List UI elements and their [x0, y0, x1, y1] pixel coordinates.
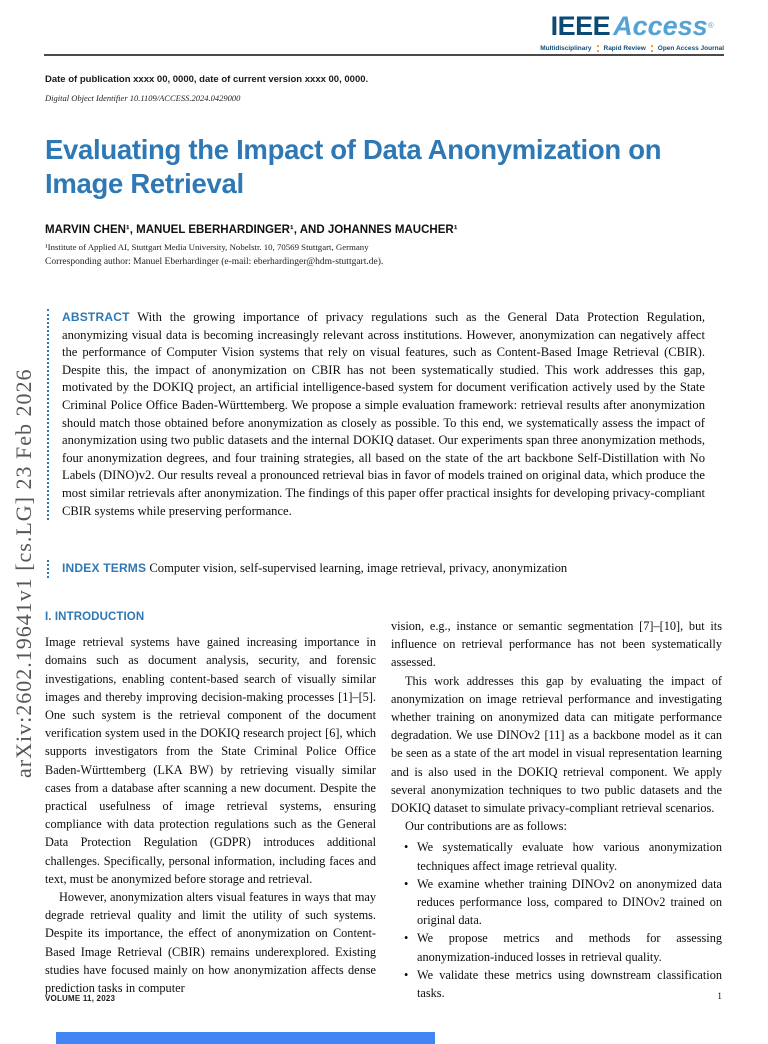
registered-mark: ® [707, 21, 714, 30]
bottom-blue-bar [56, 1032, 435, 1044]
journal-masthead [540, 12, 724, 52]
index-terms-block [47, 560, 705, 578]
tagline-separator-icon [597, 45, 599, 52]
contribution-item: • We examine whether training DINOv2 on anonymized data reduces performance loss, compared to DINOv2 trained on original data. [417, 875, 722, 930]
ieee-logo-text: IEEE [550, 11, 611, 41]
authors-line: MARVIN CHEN¹, MANUEL EBERHARDINGER¹, AND JOHANNES MAUCHER¹ [45, 224, 458, 236]
header-rule [44, 54, 724, 56]
intro-paragraph: vision, e.g., instance or semantic segmentation [7]–[10], but its influence on retrieval performance has not been systematically assessed. [391, 619, 722, 670]
tagline-part-2: Rapid Review [603, 45, 646, 52]
publication-date-line: Date of publication xxxx 00, 0000, date of current version xxxx 00, 0000. [45, 74, 369, 85]
contribution-item: • We propose metrics and methods for assessing anonymization-induced losses in retrieval quality. [417, 929, 722, 965]
tagline-part-1: Multidisciplinary [540, 45, 592, 52]
section-heading-introduction: I. INTRODUCTION [45, 611, 145, 623]
doi-line: Digital Object Identifier 10.1109/ACCESS.2024.0429000 [45, 93, 241, 103]
contribution-item: • We validate these metrics using downstream classification tasks. [417, 966, 722, 1002]
tagline-separator-icon [651, 45, 653, 52]
body-columns [45, 606, 723, 1002]
ieee-access-logo [540, 12, 724, 45]
paper-title: Evaluating the Impact of Data Anonymization on Image Retrieval [45, 134, 662, 199]
intro-paragraph: This work addresses this gap by evaluating the impact of anonymization on image retrieval performance and investigating whether training on anonymized data can mitigate performance degradation. We use DINOv2 [11] as a backbone model as it can be seen as a state of the art model in visual representation learning and is also used in the DOKIQ retrieval component. We apply several anonymization techniques to two public datasets and the DOKIQ dataset to simulate privacy-compliant retrieval scenarios. [391, 673, 722, 816]
abstract-label: ABSTRACT [62, 310, 130, 324]
contributions-lead-in: Our contributions are as follows: [405, 819, 567, 834]
affiliation-line: ¹Institute of Applied AI, Stuttgart Media University, Nobelstr. 10, 70569 Stuttgart, Germany [45, 242, 369, 252]
contributions-list [391, 838, 722, 1002]
tagline-part-3: Open Access Journal [657, 45, 724, 52]
index-terms-label: INDEX TERMS [62, 561, 147, 575]
page-number: 1 [717, 992, 722, 1002]
intro-paragraph: Image retrieval systems have gained increasing importance in domains such as document analysis, security, and forensic investigations, enabling content-based search of visually similar images and thereby improving decision-making processes [1]–[5]. One such system is the retrieval component of the document verification system used in the DOKIQ research project [6], which supports investigators from the State Criminal Police Office Baden-Württemberg (LKA BW) by retrieving visually similar cases from a database after scanning a new document. Despite the practical usefulness of image retrieval systems, ensuring compliance with data protection regulations such as the General Data Protection Regulation (GDPR) introduces additional challenges. Specifically, personal information, including faces and text, must be anonymized before storage and retrieval. [45, 635, 376, 886]
access-logo-text: Access [613, 11, 708, 41]
volume-footer: VOLUME 11, 2023 [45, 994, 116, 1003]
arxiv-watermark: arXiv:2602.19641v1 [cs.LG] 23 Feb 2026 [11, 368, 36, 778]
contribution-item: • We systematically evaluate how various anonymization techniques affect image retrieval quality. [417, 838, 722, 874]
index-terms-text: Computer vision, self-supervised learning, image retrieval, privacy, anonymization [149, 561, 568, 575]
journal-tagline [540, 45, 724, 52]
left-column [45, 606, 376, 1002]
corresponding-author-line: Corresponding author: Manuel Eberhardinger (e-mail: eberhardinger@hdm-stuttgart.de). [45, 257, 384, 267]
abstract-text: With the growing importance of privacy regulations such as the General Data Protection Regulation, anonymizing visual data is becoming increasingly relevant across institutions. However, anonymization can negatively affect the performance of Computer Vision systems that rely on visual features, such as Content-Based Image Retrieval (CBIR). Despite this, the impact of anonymization on CBIR has not been systematically studied. This work addresses this gap, motivated by the DOKIQ project, an artificial intelligence-based system for document verification actively used by the State Criminal Police Office Baden-Württemberg. We propose a simple evaluation framework: retrieval results after anonymization should match those obtained before anonymization as closely as possible. To this end, we systematically assess the impact of anonymization using two public datasets and the internal DOKIQ dataset. Our experiments span three anonymization methods, four anonymization degrees, and four training strategies, all based on the state of the art backbone Self-Distillation with No Labels (DINO)v2. Our results reveal a pronounced retrieval bias in favor of models trained on original data, which produce the most similar retrievals after anonymization. The findings of this paper offer practical insights for developing privacy-compliant CBIR systems while preserving performance. [62, 310, 706, 518]
abstract-block [47, 309, 705, 520]
right-column [391, 606, 722, 1002]
intro-paragraph: However, anonymization alters visual features in ways that may degrade retrieval quality and limit the utility of such systems. Despite its importance, the effect of anonymization on Content-Based Image Retrieval (CBIR) remains underexplored. Existing studies have focused mainly on how anonymization affects dense prediction tasks in computer [45, 890, 376, 996]
